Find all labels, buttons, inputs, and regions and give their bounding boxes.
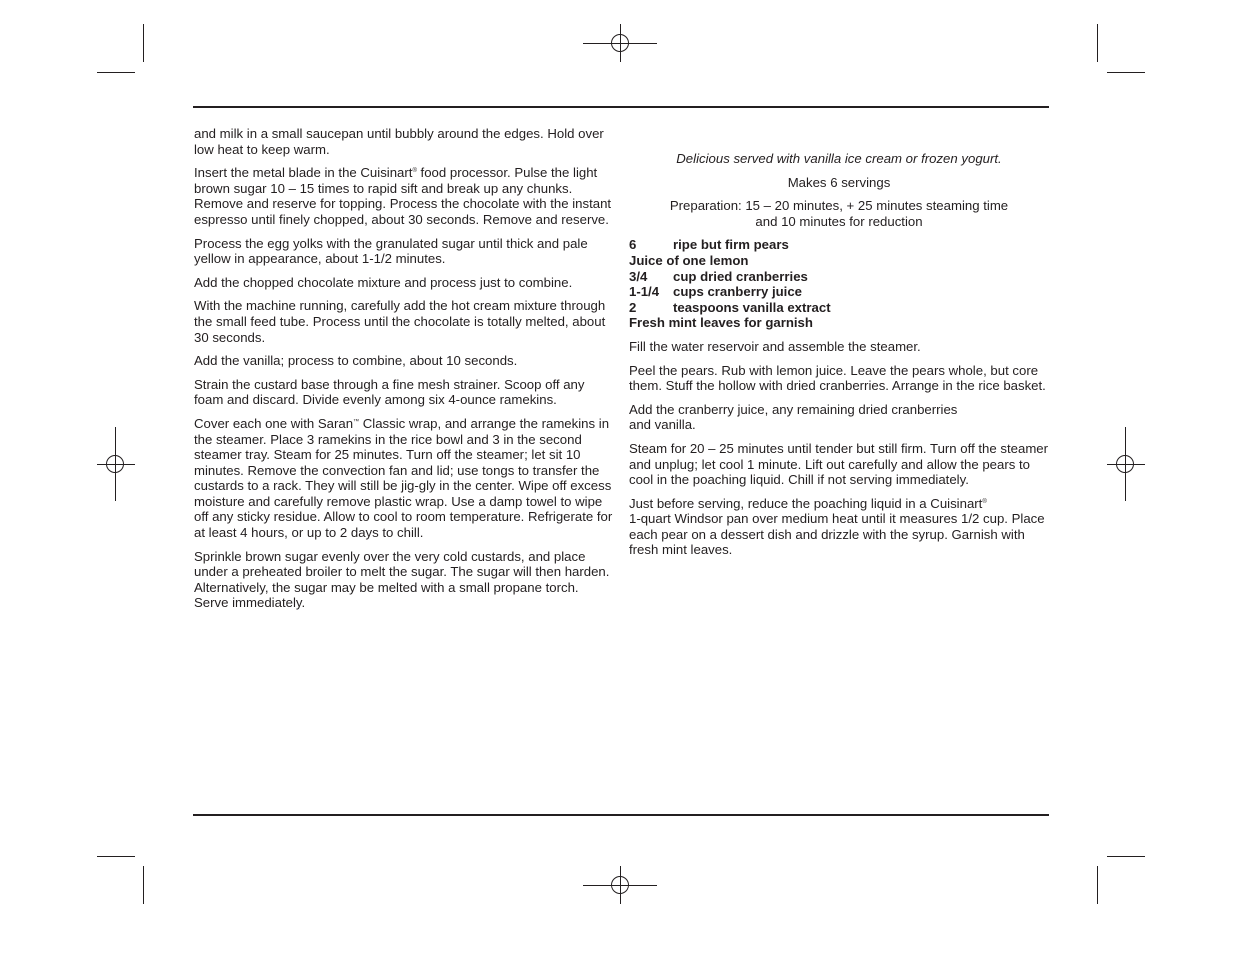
paragraph-hot-cream: With the machine running, carefully add the hot cream mixture through the small feed tube. Process until the chocolate is totally melted, about 30 seconds. xyxy=(194,298,606,345)
paragraph-strain: Strain the custard base through a fine mesh strainer. Scoop off any foam and discard. Divide evenly among six 4-ounce ramekins. xyxy=(194,376,585,408)
ingredient-row: 6 ripe but firm pears xyxy=(629,237,789,253)
ingredient-row: Fresh mint leaves for garnish xyxy=(629,315,813,331)
paragraph-chocolate-mixture: Add the chopped chocolate mixture and process just to combine. xyxy=(194,274,573,290)
crop-mark-top-right-vertical xyxy=(1097,24,1098,62)
crop-mark-top-right-horizontal xyxy=(1107,72,1145,73)
step-add-juice: Add the cranberry juice, any remaining dried cranberries and vanilla. xyxy=(629,401,958,433)
crop-mark-bottom-left-horizontal xyxy=(97,856,135,857)
ingredient-row: 3/4 cup dried cranberries xyxy=(629,268,808,284)
crop-mark-top-left-horizontal xyxy=(97,72,135,73)
paragraph-steam-ramekins: Cover each one with Saran™ Classic wrap, and arrange the ramekins in the steamer. Place 3 ramekins in the rice bowl and 3 in the second steamer tray. Steam for 25 minutes. Turn off the steamer; let sit 10 minutes. Remove the convection fan and lid; use tongs to transfer the custards to a rack. They will still be jig-gly in the center. Wipe off excess moisture and carefully remove plastic wrap. Use a damp towel to wipe off any sticky residue. Allow to cool to room temperature. Refrigerate for at least 4 hours, or up to 2 days to chill. xyxy=(194,415,613,541)
step-steam: Steam for 20 – 25 minutes until tender but still firm. Turn off the steamer and unplug; let cool 1 minute. Lift out carefully and allow the pears to cool in the poaching liquid. Chill if not serving immediately. xyxy=(629,440,1049,488)
paragraph-metal-blade: Insert the metal blade in the Cuisinart® food processor. Pulse the light brown sugar 10 – 15 times to rapid sift and break up any chunks. Remove and reserve for topping. Process the chocolate with the instant espresso until finely chopped, about 30 seconds. Remove and reserve. xyxy=(194,165,612,227)
paragraph-brown-sugar: Sprinkle brown sugar evenly over the very cold custards, and place under a preheated broiler to melt the sugar. The sugar will then harden. Alternatively, the sugar may be melted with a small propane torch. Serve immediately. xyxy=(194,548,610,611)
crop-mark-bottom-right-horizontal xyxy=(1107,856,1145,857)
step-fill-reservoir: Fill the water reservoir and assemble the steamer. xyxy=(629,338,921,354)
ingredient-row: 2 teaspoons vanilla extract xyxy=(629,299,831,315)
paragraph-vanilla: Add the vanilla; process to combine, about 10 seconds. xyxy=(194,353,518,369)
top-rule xyxy=(193,106,1049,108)
bottom-rule xyxy=(193,814,1049,816)
recipe-servings: Makes 6 servings xyxy=(787,174,891,190)
crop-mark-bottom-left-vertical xyxy=(143,866,144,904)
step-peel-pears: Peel the pears. Rub with lemon juice. Leave the pears whole, but core them. Stuff the hollow with dried cranberries. Arrange in the rice basket. xyxy=(629,362,1046,394)
ingredient-row: Juice of one lemon xyxy=(629,252,749,268)
step-reduce-liquid: Just before serving, reduce the poaching liquid in a Cuisinart® 1-quart Windsor pan over medium heat until it measures 1/2 cup. Place each pear on a dessert dish and drizzle with the syrup. Garnish with fresh mint leaves. xyxy=(629,495,1045,558)
recipe-subtitle: Delicious served with vanilla ice cream or frozen yogurt. xyxy=(676,151,1002,166)
ingredient-list xyxy=(629,237,1049,331)
paragraph-egg-yolks: Process the egg yolks with the granulated sugar until thick and pale yellow in appearance, about 1-1/2 minutes. xyxy=(194,235,588,267)
crop-mark-top-left-vertical xyxy=(143,24,144,62)
ingredient-row: 1-1/4 cups cranberry juice xyxy=(629,284,803,300)
left-column xyxy=(194,126,614,619)
paragraph-warm-milk: and milk in a small saucepan until bubbly around the edges. Hold over low heat to keep warm. xyxy=(194,126,604,157)
recipe-preparation: Preparation: 15 – 20 minutes, + 25 minutes steaming time and 10 minutes for reduction xyxy=(669,198,1009,229)
right-column xyxy=(629,151,1049,566)
crop-mark-bottom-right-vertical xyxy=(1097,866,1098,904)
